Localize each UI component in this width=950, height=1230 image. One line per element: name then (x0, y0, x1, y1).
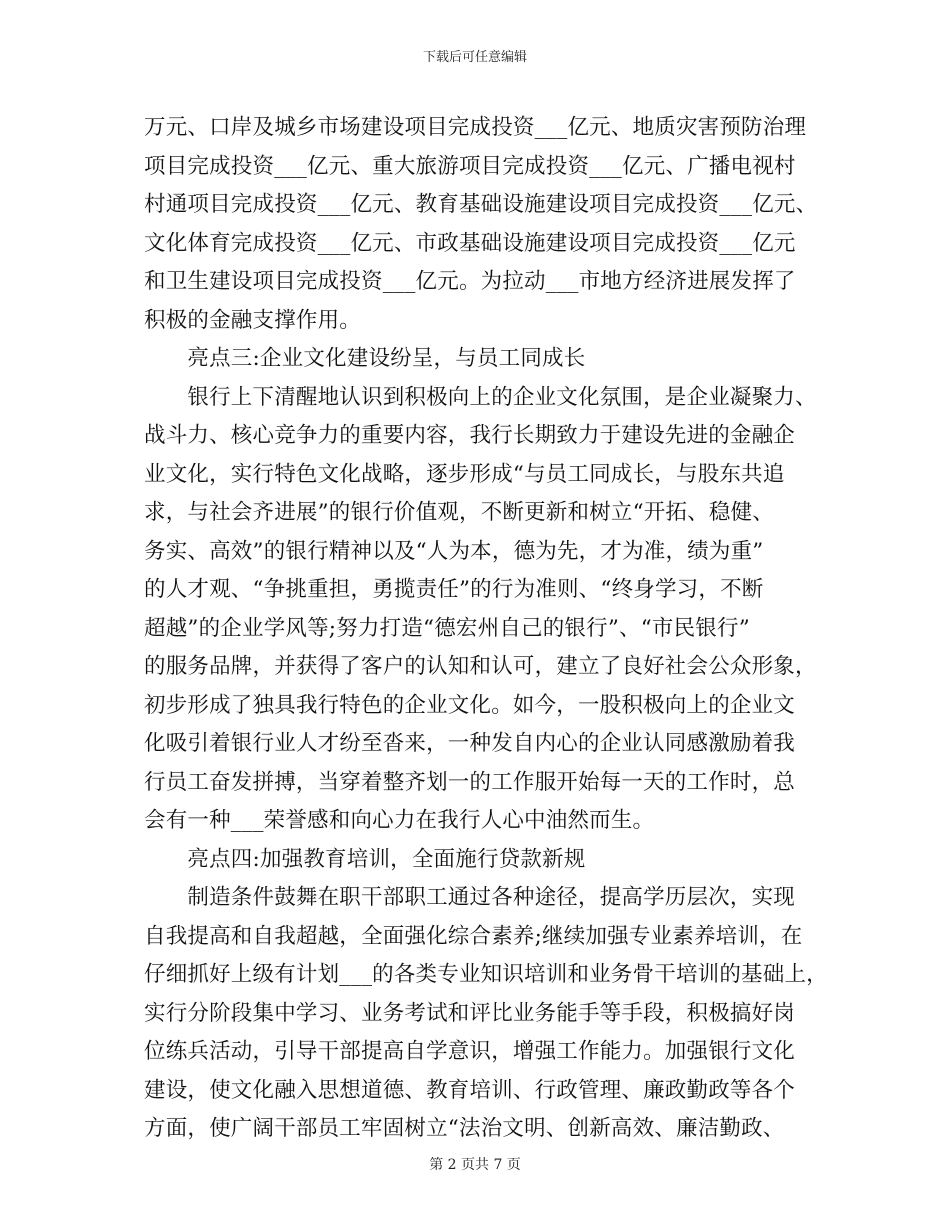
body-line: 建设，使文化融入思想道德、教育培训、行政管理、廉政勤政等各个 (144, 1077, 796, 1103)
body-line: 初步形成了独具我行特色的企业文化。如今，一股积极向上的企业文 (144, 692, 796, 718)
body-line: 战斗力、核心竞争力的重要内容，我行长期致力于建设先进的金融企 (144, 423, 796, 448)
body-line: 的人才观、“争挑重担，勇揽责任”的行为准则、“终身学习，不断 (144, 577, 764, 602)
page-header: 下载后可任意编辑 (422, 50, 527, 65)
body-line: 业文化，实行特色文化战略，逐步形成“与员工同成长，与股东共追 (144, 461, 785, 487)
body-line: 制造条件鼓舞在职干部职工通过各种途径，提高学历层次，实现 (144, 885, 796, 910)
body-line: 的服务品牌，并获得了客户的认知和认可，建立了良好社会公众形象， (144, 654, 817, 679)
body-line: 文化体育完成投资___亿元、市政基础设施建设项目完成投资___亿元 (144, 230, 796, 256)
document-body (144, 109, 828, 1149)
body-line: 求，与社会齐进展”的银行价值观，不断更新和树立“开拓、稳健、 (144, 500, 774, 525)
body-line: 位练兵活动，引导干部提高自学意识，增强工作能力。加强银行文化 (144, 1039, 796, 1064)
body-line: 仔细抓好上级有计划___的各类专业知识培训和业务骨干培训的基础上， (144, 962, 828, 987)
body-line: 化吸引着银行业人才纷至沓来，一种发自内心的企业认同感激励着我 (144, 731, 796, 756)
body-line: 万元、口岸及城乡市场建设项目完成投资___亿元、地质灾害预防治理 (144, 115, 807, 140)
section-heading: 亮点四:加强教育培训，全面施行贷款新规 (144, 846, 586, 872)
body-line: 村通项目完成投资___亿元、教育基础设施建设项目完成投资___亿元、 (144, 192, 818, 217)
body-line: 自我提高和自我超越，全面强化综合素养;继续加强专业素养培训，在 (144, 923, 803, 949)
body-line: 和卫生建设项目完成投资___亿元。为拉动___市地方经济进展发挥了 (144, 269, 796, 294)
page-footer: 第 2 页共 7 页 (429, 1157, 521, 1173)
body-line: 积极的金融支撑作用。 (144, 307, 362, 333)
body-line: 会有一种___荣誉感和向心力在我行人心中油然而生。 (144, 808, 655, 833)
body-line: 银行上下清醒地认识到积极向上的企业文化氛围，是企业凝聚力、 (144, 384, 817, 410)
body-line: 方面，使广阔干部员工牢固树立“法治文明、创新高效、廉洁勤政、 (144, 1116, 785, 1141)
body-line: 行员工奋发拼搏，当穿着整齐划一的工作服开始每一天的工作时，总 (144, 769, 796, 795)
body-line: 项目完成投资___亿元、重大旅游项目完成投资___亿元、广播电视村 (144, 153, 796, 179)
body-line: 务实、高效”的银行精神以及“人为本，德为先，才为准，绩为重” (144, 538, 764, 564)
body-line: 超越”的企业学风等;努力打造“德宏州自己的银行”、“市民银行” (144, 615, 750, 641)
body-line: 实行分阶段集中学习、业务考试和评比业务能手等手段，积极搞好岗 (144, 1000, 796, 1026)
section-heading: 亮点三:企业文化建设纷呈，与员工同成长 (144, 346, 586, 371)
